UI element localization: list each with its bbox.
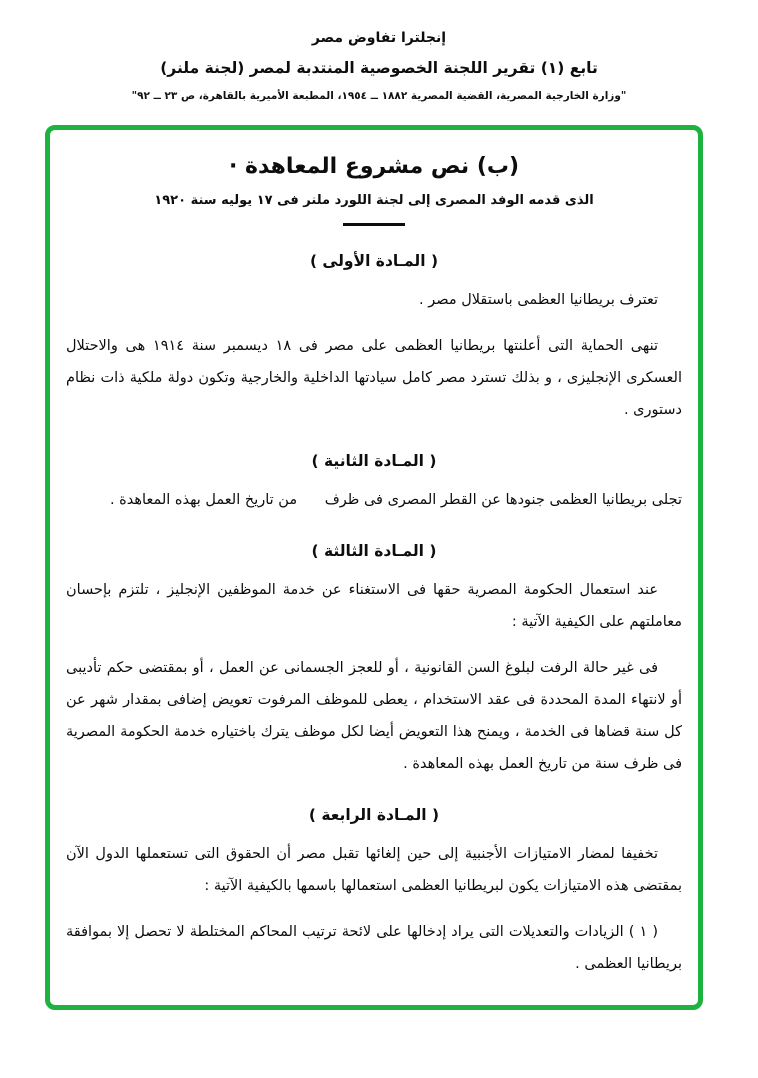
article-2-heading: ( المـادة الثانية ) xyxy=(311,452,437,470)
title-divider xyxy=(343,223,405,226)
article-4-paragraph-1: تخفيفا لمضار الامتيازات الأجنبية إلى حين إلغائها تقبل مصر أن الحقوق التى تستعملها الدول الآن بمقتضى هذه الامتيازات يكون لبريطانيا العظمى استعمالها باسمها بالكيفية الآتية : xyxy=(66,846,682,894)
document-body xyxy=(50,130,698,980)
article-4-paragraph-2: ( ١ ) الزيادات والتعديلات التى يراد إدخالها على لائحة ترتيب المحاكم المختلطة لا تحصل إلا بموافقة بريطانيا العظمى . xyxy=(66,924,682,972)
green-frame xyxy=(45,125,703,1010)
article-4-heading: ( المـادة الرابعة ) xyxy=(308,806,440,824)
article-3-paragraph-1: عند استعمال الحكومة المصرية حقها فى الاستغناء عن خدمة الموظفين الإنجليز ، تلتزم بإحسان معاملتهم على الكيفية الآتية : xyxy=(66,582,682,630)
report-title: تابع (١) تقرير اللجنة الخصوصية المنتدبة لمصر (لجنة ملنر) xyxy=(160,59,598,77)
article-1-paragraph-1: تعترف بريطانيا العظمى باستقلال مصر . xyxy=(419,292,658,308)
series-title: إنجلترا تفاوض مصر xyxy=(311,30,447,46)
article-3-heading: ( المـادة الثالثة ) xyxy=(311,542,437,560)
document-title: (ب) نص مشروع المعاهدة · xyxy=(228,154,520,179)
article-2-paragraph-1: تجلى بريطانيا العظمى جنودها عن القطر المصرى فى ظرف من تاريخ العمل بهذه المعاهدة . xyxy=(109,492,682,508)
article-1-heading: ( المـادة الأولى ) xyxy=(309,252,439,270)
source-citation: "وزارة الخارجية المصرية، القضية المصرية ١٨٨٢ ــ ١٩٥٤، المطبعة الأميرية بالقاهرة، ص ٢٣ ــ ٩٢" xyxy=(131,90,627,102)
article-3-paragraph-2: فى غير حالة الرفت لبلوغ السن القانونية ، أو للعجز الجسمانى عن العمل ، أو بمقتضى حكم تأديبى أو لانتهاء المدة المحددة فى عقد الاستخدام ، يعطى للموظف المرفوت تعويض إضافى بمقدار شهر عن كل سنة قضاها فى الخدمة ، ويمنح هذا التعويض أيضا لكل موظف يترك باختياره خدمة الحكومة المصرية فى ظرف سنة من تاريخ العمل بهذه المعاهدة . xyxy=(66,660,682,772)
document-subtitle: الذى قدمه الوفد المصرى إلى لجنة اللورد ملنر فى ١٧ يوليه سنة ١٩٢٠ xyxy=(154,193,594,208)
page-header xyxy=(0,30,758,102)
article-1-paragraph-2: تنهى الحماية التى أعلنتها بريطانيا العظمى على مصر فى ١٨ ديسمبر سنة ١٩١٤ هى والاحتلال العسكرى الإنجليزى ، و بذلك تسترد مصر كامل سيادتها الداخلية والخارجية وتكون دولة ملكية ذات نظام دستورى . xyxy=(66,338,682,418)
